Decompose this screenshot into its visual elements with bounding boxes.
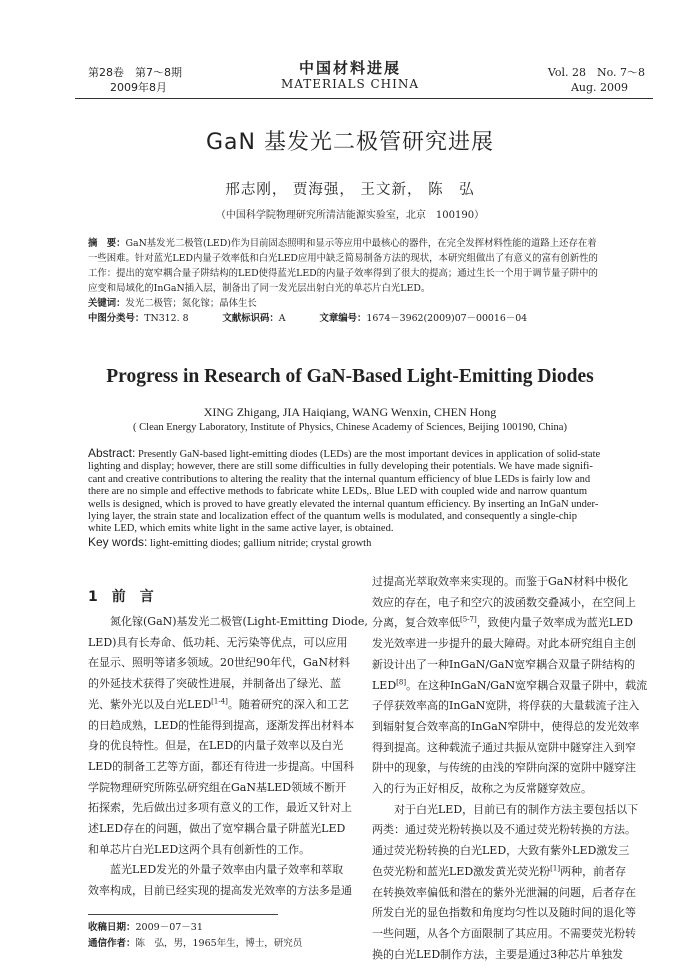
body-line: 分离，复合效率低 [372,616,460,630]
doc-code-value: A [278,313,286,324]
body-line: 拓探索，先后做出过多项有意义的工作，最近又针对上 [88,801,352,815]
keywords-cn-label: 关键词： [88,298,126,309]
affiliation-cn: （中国科学院物理研究所清洁能源实验室，北京 100190） [215,210,485,221]
abstract-en-line: Presently GaN-based light-emitting diodes (LEDs) are the most important devices in application of solid-state [135,449,601,460]
body-line: 到辐射复合效率高的InGaN窄阱中，使得总的发光效率 [372,719,640,733]
body-line: LED [372,678,397,692]
journal-date-en: Aug. 2009 [570,81,628,94]
citation: [8] [396,677,407,686]
body-line: 效应的存在，电子和空穴的波函数交叠减小，在空间上 [372,595,636,609]
body-line: 光、紫外光以及白光LED [88,697,212,711]
body-line: 一些问题，从各个方面限制了其应用。不需要荧光粉转 [372,926,636,940]
body-line: 得到提高。这种载流子通过共振从宽阱中隧穿注入到窄 [372,740,636,754]
citation: [1-4] [211,697,228,706]
body-line: 换的白光LED制作方法，主要是通过3种芯片单独发 [372,947,624,961]
abstract-cn-line: GaN基发光二极管(LED)作为目前固态照明和显示等应用中最核心的器件，在完全发挥材料性能的道路上还存在着 [125,238,597,249]
journal-name-en: MATERIALS CHINA [280,77,420,91]
authors-cn: 邢志刚， 贾海强， 王文新， 陈 弘 [225,182,475,198]
abstract-en-line: white LED, which emits white light in the same active layer, is obtained. [88,523,394,535]
clc-label: 中图分类号： [88,313,145,324]
section-heading [88,586,154,606]
paper-title-cn: GaN 基发光二极管研究进展 [206,130,494,155]
body-line: 色荧光粉和蓝光LED激发黄光荧光粉 [372,864,551,878]
section-number: 1 [88,589,98,605]
body-line: 述LED存在的问题，做出了宽窄耦合量子阱蓝光LED [88,822,346,836]
body-line: 发光效率进一步提升的最大障碍。对此本研究组自主创 [372,637,636,651]
footnote [88,920,302,952]
body-line: 身的优良特性。但是，在LED的内量子效率以及白光 [88,739,344,753]
body-line: 两种，前者存 [560,864,627,878]
body-line: 子俘获效率高的InGaN宽阱，将俘获的大量载流子注入 [372,699,640,713]
body-line: 的外延技术获得了突破性进展，并制备出了绿光、蓝 [88,677,341,691]
abstract-en-line: lying layer, the strain state and localization effect of the quantum wells is modulated, and consequently a single-chip [88,511,577,523]
body-line: 学院物理研究所陈弘研究组在GaN基LED领域不断开 [88,780,347,794]
body-line: 在显示、照明等诸多领域。20世纪90年代，GaN材料 [88,656,350,670]
journal-date: 2009年8月 [110,81,167,94]
body-line: 阱中的现象，与传统的由浅的窄阱向深的宽阱中隧穿注 [372,761,636,775]
body-line: 氮化镓(GaN)基发光二极管(Light-Emitting Diode, [88,615,368,628]
body-line: 新设计出了一种InGaN/GaN宽窄耦合双量子阱结构的 [372,657,636,671]
paper-title-en: Progress in Research of GaN-Based Light-Emitting Diodes [106,366,594,387]
footnote-rule [88,914,278,915]
body-line: 入的行为正好相反，故称之为反常隧穿效应。 [372,782,592,796]
body-line: 对于白光LED，目前已有的制作方法主要包括以下 [372,802,639,816]
doc-code-label: 文献标识码： [222,313,279,324]
journal-volume-en: Vol. 28 No. 7～8 [547,66,645,79]
left-column [88,612,368,902]
journal-name-cn: 中国材料进展 [298,59,401,77]
received-label: 收稿日期： [88,922,136,933]
abstract-cn [88,236,648,326]
journal-volume-issue: 第28卷 第7～8期 [88,66,182,79]
body-line: 。随着研究的深入和工艺 [227,697,349,711]
authors-en: XING Zhigang, JIA Haiqiang, WANG Wenxin, CHEN Hong [203,405,497,419]
keywords-en-label: Key words: [88,534,148,549]
body-line: LED的制备工艺等方面，都还有待进一步提高。中国科 [88,759,355,773]
corresponding-author: 陈 弘，男，1965年生，博士，研究员 [135,938,303,949]
abstract-en-line: wells is designed, which is proved to have greatly elevated the internal quantum efficiency. By inserting an InGaN under- [88,498,599,510]
clc-value: TN312. 8 [144,313,189,324]
corresponding-author-label: 通信作者： [88,938,136,949]
citation: [1] [550,864,561,873]
abstract-en-line: lighting and display; however, there are still some difficulties in fully developing their potentials. We have made signifi- [88,461,593,473]
right-column [372,572,657,965]
body-line: 通过荧光粉转换的白光LED，大致有紫外LED激发三 [372,844,630,858]
keywords-cn-text: 发光二极管；氮化镓；晶体生长 [125,298,257,309]
abstract-en-line: there are no simple and effective methods to fabricate white LEDs,. Blue LED with coupled wide and narrow quantum [88,486,587,498]
article-number-label: 文章编号： [319,313,367,324]
body-line: 过提高光萃取效率来实现的。而鉴于GaN材料中极化 [372,575,628,588]
keywords-en-text: light-emitting diodes; gallium nitride; crystal growth [147,537,372,549]
article-number-value: 1674－3962(2009)07－00016－04 [366,313,528,324]
abstract-cn-line: 应变和局域化的InGaN插入层，制备出了同一发光层出射白光的单芯片白光LED。 [88,283,431,294]
body-line: 的日趋成熟，LED的性能得到提高，逐渐发挥出材料本 [88,718,355,732]
body-line: 和单芯片白光LED这两个具有创新性的工作。 [88,842,311,856]
body-line: 效率构成，目前已经实现的提高发光效率的方法多是通 [88,884,352,898]
body-line: 。在这种InGaN/GaN宽窄耦合双量子阱中，载流 [406,678,648,692]
body-line: ，致使内量子效率成为蓝光LED [476,616,633,630]
citation: [5-7] [460,615,477,624]
abstract-en-label: Abstract: [88,446,136,460]
body-line: 蓝光LED发光的外量子效率由内量子效率和萃取 [88,863,344,877]
abstract-cn-line: 工作：提出的宽窄耦合量子阱结构的LED使得蓝光LED的内量子效率得到了很大的提高；通过生长一个用于调节量子阱中的 [88,268,598,279]
abstract-en-line: cant and creative contributions to altering the reality that the internal quantum efficiency of blue LEDs is fairly low and [88,473,591,485]
body-line: 在转换效率偏低和潜在的紫外光泄漏的问题，后者存在 [372,885,636,899]
body-line: LED)具有长寿命、低功耗、无污染等优点，可以应用 [88,635,348,649]
affiliation-en: ( Clean Energy Laboratory, Institute of Physics, Chinese Academy of Sciences, Beijing 100190, China) [133,422,567,433]
body-line: 所发白光的显色指数和角度均匀性以及随时间的退化等 [372,906,636,920]
body-line: 两类：通过荧光粉转换以及不通过荧光粉转换的方法。 [372,823,636,837]
received-date: 2009－07－31 [135,922,203,933]
section-title: 前 言 [111,589,154,605]
header-rule [75,98,653,99]
abstract-cn-label: 摘 要： [88,238,126,249]
abstract-cn-line: 一些困难。针对蓝光LED内量子效率低和白光LED应用中缺乏简易制备方法的现状，本研究组做出了有意义的富有创新性的 [88,253,598,264]
abstract-en [88,447,648,550]
